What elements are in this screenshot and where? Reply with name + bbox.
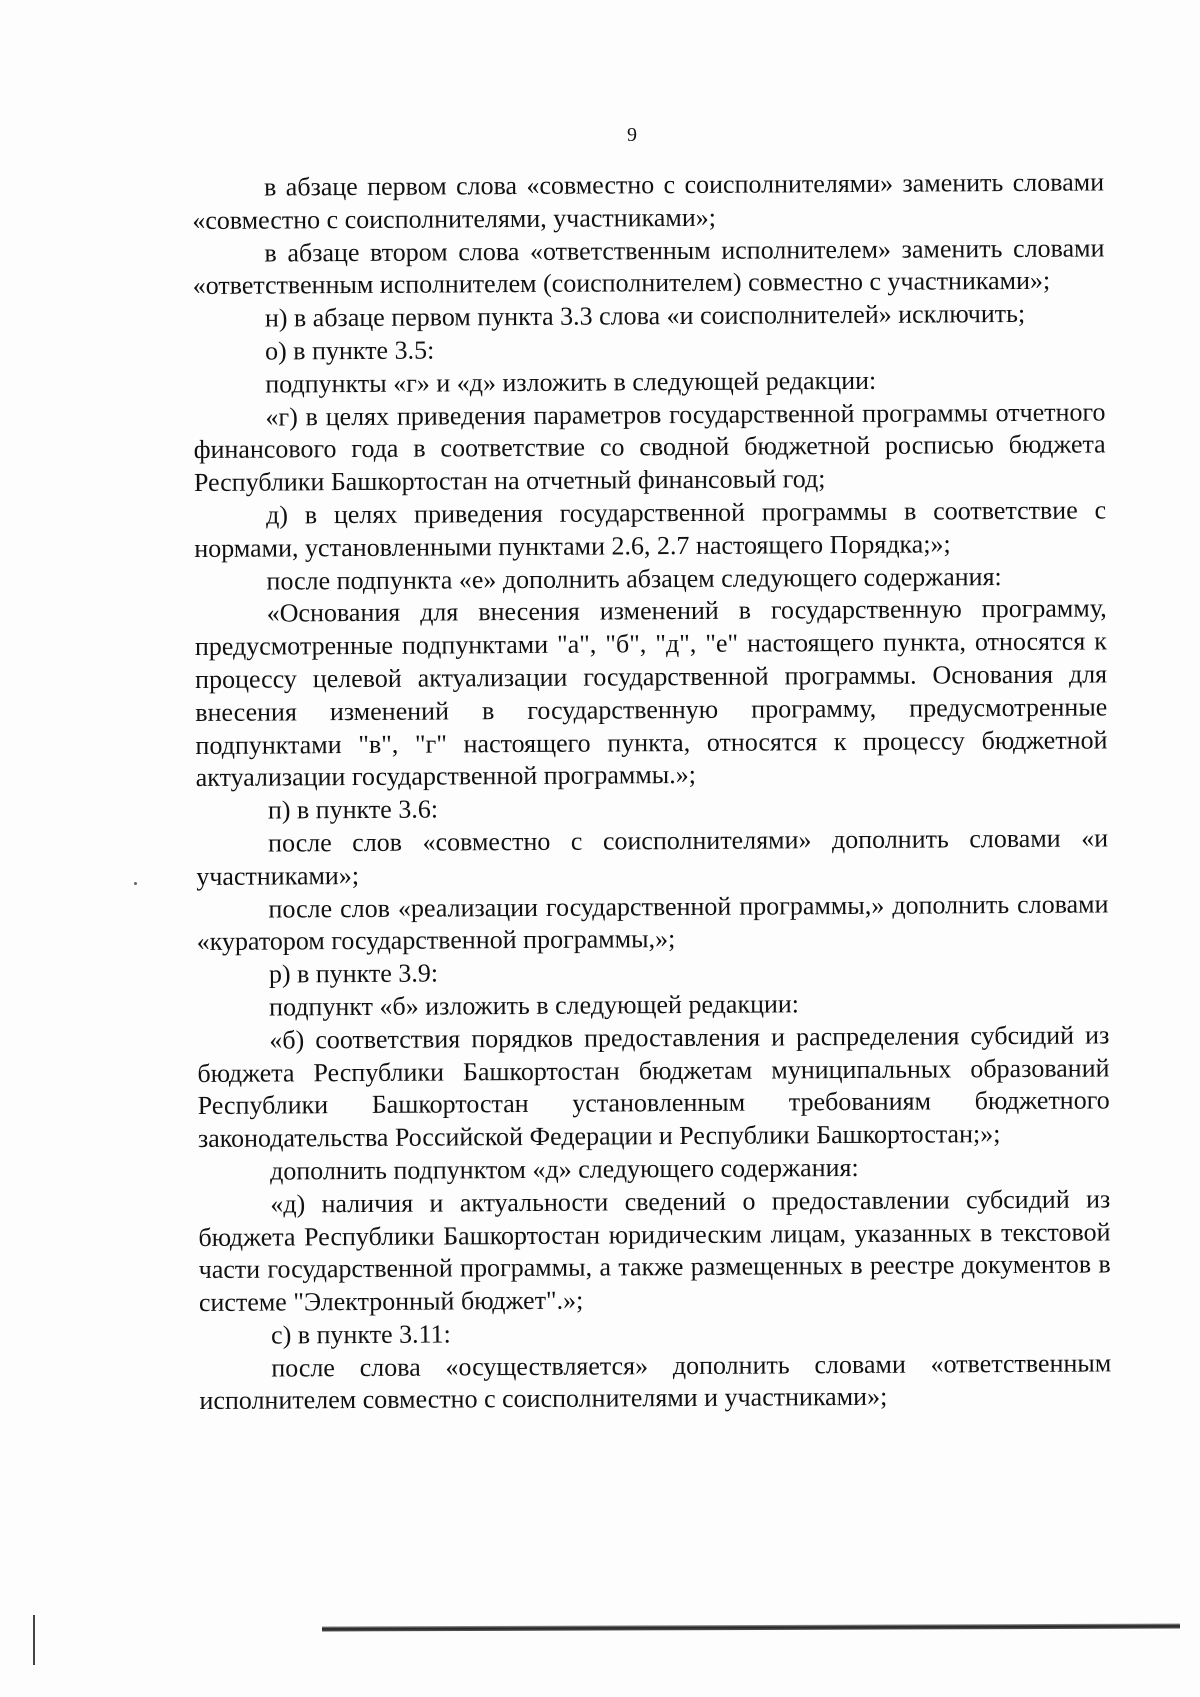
scan-edge-left [33,1615,35,1665]
paragraph: «д) наличия и актуальности сведений о предоставлении субсидий из бюджета Республики Башкортостан юридическим лицам, указанных в текстовой части государственной программы, а также размещенных в реестре документов в системе "Электронный бюджет".»; [198,1184,1111,1318]
paragraph: «Основания для внесения изменений в государственную программу, предусмотренные подпунктами "а", "б", "д", "е" настоящего пункта, относятся к процессу целевой актуализации государственной программы. Основания для внесения изменений в государственную программу, предусмотренные подпунктами "в", "г" настоящего пункта, относятся к процессу бюджетной актуализации государственной программы.»; [194,593,1108,793]
paragraph: после слов «реализации государственной программы,» дополнить словами «куратором государственной программы,»; [196,888,1109,957]
paragraph: о) в пункте 3.5: [265,335,435,366]
paragraph: н) в абзаце первом пункта 3.3 слова «и соисполнителей» исключить; [264,299,1026,333]
paragraph: после слов «совместно с соисполнителями» дополнить словами «и участниками»; [196,823,1109,891]
paragraph: подпункты «г» и «д» изложить в следующей редакции: [265,365,877,399]
paragraph: п) в пункте 3.6: [267,794,439,825]
paragraph: с) в пункте 3.11: [271,1319,451,1350]
paragraph: «б) соответствия порядков предоставления и распределения субсидий из бюджета Республики Башкортостан бюджетам муниципальных образований Республики Башкортостан установленным требованиям бюджетного законодательства Российской Федерации и Республики Башкортостан;»; [197,1020,1110,1154]
document-body [192,166,1112,1418]
scan-speck [134,882,137,885]
paragraph: в абзаце первом слова «совместно с соисполнителями» заменить словами «совместно с соисполнителями, участниками»; [192,167,1105,235]
paragraph: р) в пункте 3.9: [268,958,439,989]
paragraph: дополнить подпунктом «д» следующего содержания: [270,1152,859,1186]
paragraph: после подпункта «е» дополнить абзацем следующего содержания: [266,561,1002,596]
paragraph: после слова «осуществляется» дополнить словами «ответственным исполнителем совместно с соисполнителями и участниками»; [199,1348,1112,1416]
paragraph: «г) в целях приведения параметров государственной программы отчетного финансового года в соответствие со сводной бюджетной росписью бюджета Республики Башкортостан на отчетный финансовый год; [193,397,1106,498]
paragraph: д) в целях приведения государственной программы в соответствие с нормами, установленными пунктами 2.6, 2.7 настоящего Порядка;»; [194,495,1107,563]
paragraph: подпункт «б» изложить в следующей редакции: [269,989,800,1022]
paragraph: в абзаце втором слова «ответственным исполнителем» заменить словами «ответственным исполнителем (соисполнителем) совместно с участниками»; [192,233,1105,301]
scan-edge-bottom [322,1624,1180,1632]
page-number: 9 [627,124,637,146]
